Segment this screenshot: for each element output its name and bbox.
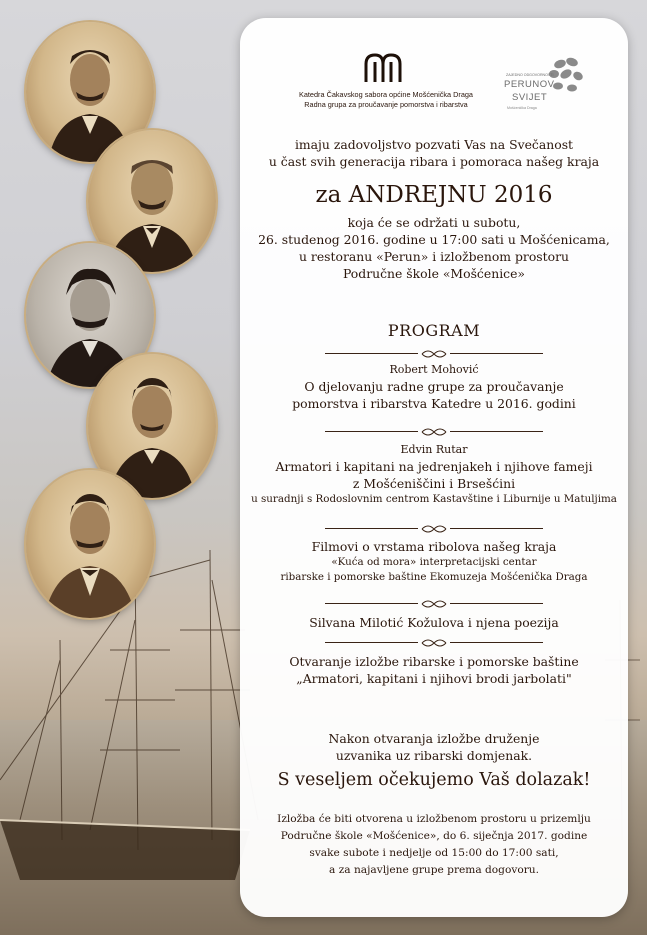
closing-headline: S veseljem očekujemo Vaš dolazak! xyxy=(277,770,591,790)
program-heading: PROGRAM xyxy=(387,321,481,340)
program-item-5: Otvaranje izložbe ribarske i pomorske baštine „Armatori, kapitani i njihovi brodi jarbolati" xyxy=(289,654,579,686)
ornament-divider xyxy=(325,523,543,535)
ornament-divider xyxy=(325,598,543,610)
program-item-1: Robert Mohović O djelovanju radne grupe za proučavanje pomorstva i ribarstva Katedre u 2016. godini xyxy=(292,363,576,411)
partner-name-line1: PERUNOV xyxy=(504,79,555,90)
program-item-4: Silvana Milotić Kožulova i njena poezija xyxy=(309,615,559,630)
closing-note: Nakon otvaranja izložbe druženje uzvanika uz ribarski domjenak. xyxy=(328,731,540,763)
ornament-divider xyxy=(325,426,543,438)
ornament-divider xyxy=(325,348,543,360)
partner-name-line2: SVIJET xyxy=(512,92,548,103)
exhibition-info: Izložba će biti otvorena u izložbenom prostoru u prizemlju Područne škole «Mošćenice», do 6. siječnja 2017. godine svake subote i nedjelje od 15:00 do 17:00 sati, a za najavljene grupe prema dogovoru. xyxy=(277,813,591,876)
program-item-2: Edvin Rutar Armatori i kapitani na jedrenjakeh i njihove fameji z Mošćeniščini i Brsešćini u suradnji s Rodoslovnim centrom Kastavštine i Liburnije u Matuljima xyxy=(251,443,617,505)
partner-location: Mošćenička Draga xyxy=(507,106,537,110)
ornament-divider xyxy=(325,637,543,649)
event-title: za ANDREJNU 2016 xyxy=(315,182,553,208)
katedra-logo-icon xyxy=(362,52,404,84)
partner-tagline: ZAJEDNO ODGOVORNOSTI xyxy=(506,73,554,77)
invitation-intro: imaju zadovoljstvo pozvati Vas na Svečanost u čast svih generacija ribara i pomoraca našeg kraja xyxy=(268,137,600,169)
event-details: koja će se održati u subotu, 26. studenog 2016. godine u 17:00 sati u Mošćenicama, u restoranu «Perun» i izložbenom prostoru Područne škole «Mošćenice» xyxy=(258,215,610,281)
katedra-org-name: Katedra Čakavskog sabora općine Mošćenička Draga Radna grupa za proučavanje pomorstva i ribarstva xyxy=(298,90,473,109)
historic-portrait-5 xyxy=(26,470,154,618)
invitation-card xyxy=(240,18,628,917)
program-item-3: Filmovi o vrstama ribolova našeg kraja «Kuća od mora» interpretacijski centar ribarske i pomorske baštine Ekomuzeja Mošćenička Draga xyxy=(280,539,588,583)
